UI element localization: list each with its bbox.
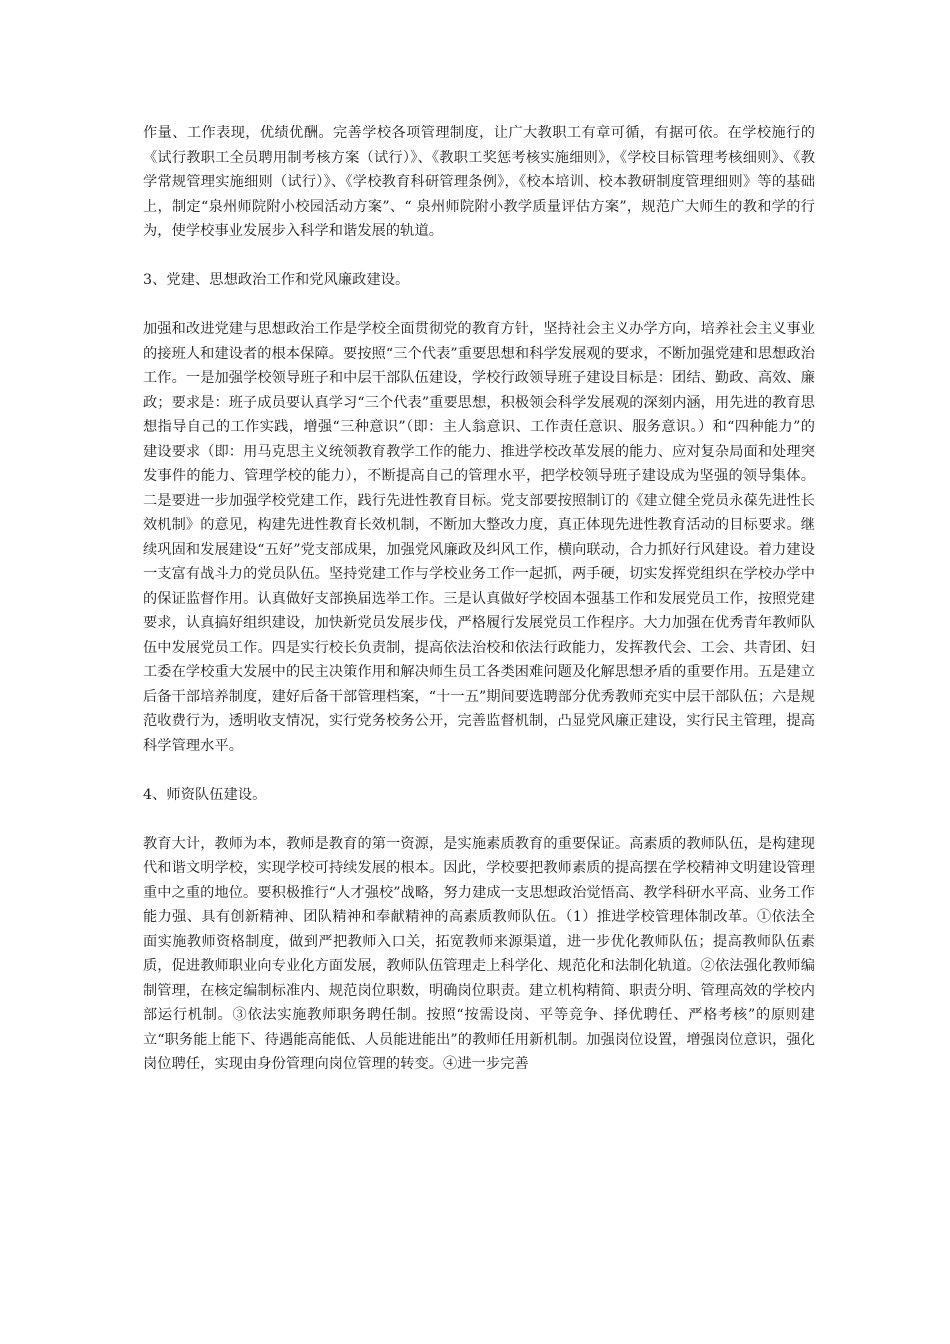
- paragraph-management-system: 作量、工作表现，优绩优酬。完善学校各项管理制度，让广大教职工有章可循，有据可依。在学校施行的《试行教职工全员聘用制考核方案（试行）》、《教职工奖惩考核实施细则》，《学校目标管理考核细则》、《教学常规管理实施细则（试行）》、《学校教育科研管理条例》，《校本培训、校本教研制度管理细则》等的基础上，制定“泉州师院附小校园活动方案”、“ 泉州师院附小教学质量评估方案”，规范广大师生的教和学的行为，使学校事业发展步入科学和谐发展的轨道。: [143, 125, 815, 239]
- section-heading-party-building: 3、党建、思想政治工作和党风廉政建设。: [143, 272, 410, 288]
- paragraph-teacher-team: 教育大计，教师为本，教师是教育的第一资源，是实施素质教育的重要保证。高素质的教师队伍，是构建现代和谐文明学校，实现学校可持续发展的根本。因此，学校要把教师素质的提高摆在学校精神文明建设管理重中之重的地位。要积极推行“人才强校”战略，努力建成一支思想政治觉悟高、教学科研水平高、业务工作能力强、具有创新精神、团队精神和奉献精神的高素质教师队伍。（1）推进学校管理体制改革。①依法全面实施教师资格制度，做到严把教师入口关，拓宽教师来源渠道，进一步优化教师队伍；提高教师队伍素质，促进教师职业向专业化方面发展，教师队伍管理走上科学化、规范化和法制化轨道。②依法强化教师编制管理，在核定编制标准内、规范岗位职数，明确岗位职责。建立机构精简、职责分明、管理高效的学校内部运行机制。③依法实施教师职务聘任制。按照“按需设岗、平等竞争、择优聘任、严格考核”的原则建立“职务能上能下、待遇能高能低、人员能进能出”的教师任用新机制。加强岗位设置，增强岗位意识，强化岗位聘任，实现由身份管理向岗位管理的转变。④进一步完善: [143, 835, 815, 1072]
- section-heading-teacher-team: 4、师资队伍建设。: [143, 786, 267, 803]
- document-page: [143, 121, 815, 1101]
- paragraph-party-building: 加强和改进党建与思想政治工作是学校全面贯彻党的教育方针，坚持社会主义办学方向，培养社会主义事业的接班人和建设者的根本保障。要按照“三个代表”重要思想和科学发展观的要求，不断加强党建和思想政治工作。一是加强学校领导班子和中层干部队伍建设，学校行政领导班子建设目标是：团结、勤政、高效、廉政；要求是：班子成员要认真学习“三个代表”重要思想，积极领会科学发展观的深刻内涵，用先进的教育思想指导自己的工作实践，增强“三种意识”（即：主人翁意识、工作责任意识、服务意识。）和“四种能力”的建设要求（即：用马克思主义统领教育教学工作的能力、推进学校改革发展的能力、应对复杂局面和处理突发事件的能力、管理学校的能力），不断提高自己的管理水平，把学校领导班子建设成为坚强的领导集体。二是要进一步加强学校党建工作，践行先进性教育目标。党支部要按照制订的《建立健全党员永葆先进性长效机制》的意见，构建先进性教育长效机制，不断加大整改力度，真正体现先进性教育活动的目标要求。继续巩固和发展建设“五好”党支部成果，加强党风廉政及纠风工作，横向联动，合力抓好行风建设。着力建设一支富有战斗力的党员队伍。坚持党建工作与学校业务工作一起抓，两手硬，切实发挥党组织在学校办学中的保证监督作用。认真做好支部换届选举工作。三是认真做好学校固本强基工作和发展党员工作，按照党建要求，认真搞好组织建设，加快新党员发展步伐，严格履行发展党员工作程序。大力加强在优秀青年教师队伍中发展党员工作。四是实行校长负责制，提高依法治校和依法行政能力，发挥教代会、工会、共青团、妇工委在学校重大发展中的民主决策作用和解决师生员工各类困难问题及化解思想矛盾的重要作用。五是建立后备干部培养制度，建好后备干部管理档案，“十一五”期间要选聘部分优秀教师充实中层干部队伍；六是规范收费行为，透明收支情况，实行党务校务公开，完善监督机制，凸显党风廉正建设，实行民主管理，提高科学管理水平。: [143, 321, 815, 754]
